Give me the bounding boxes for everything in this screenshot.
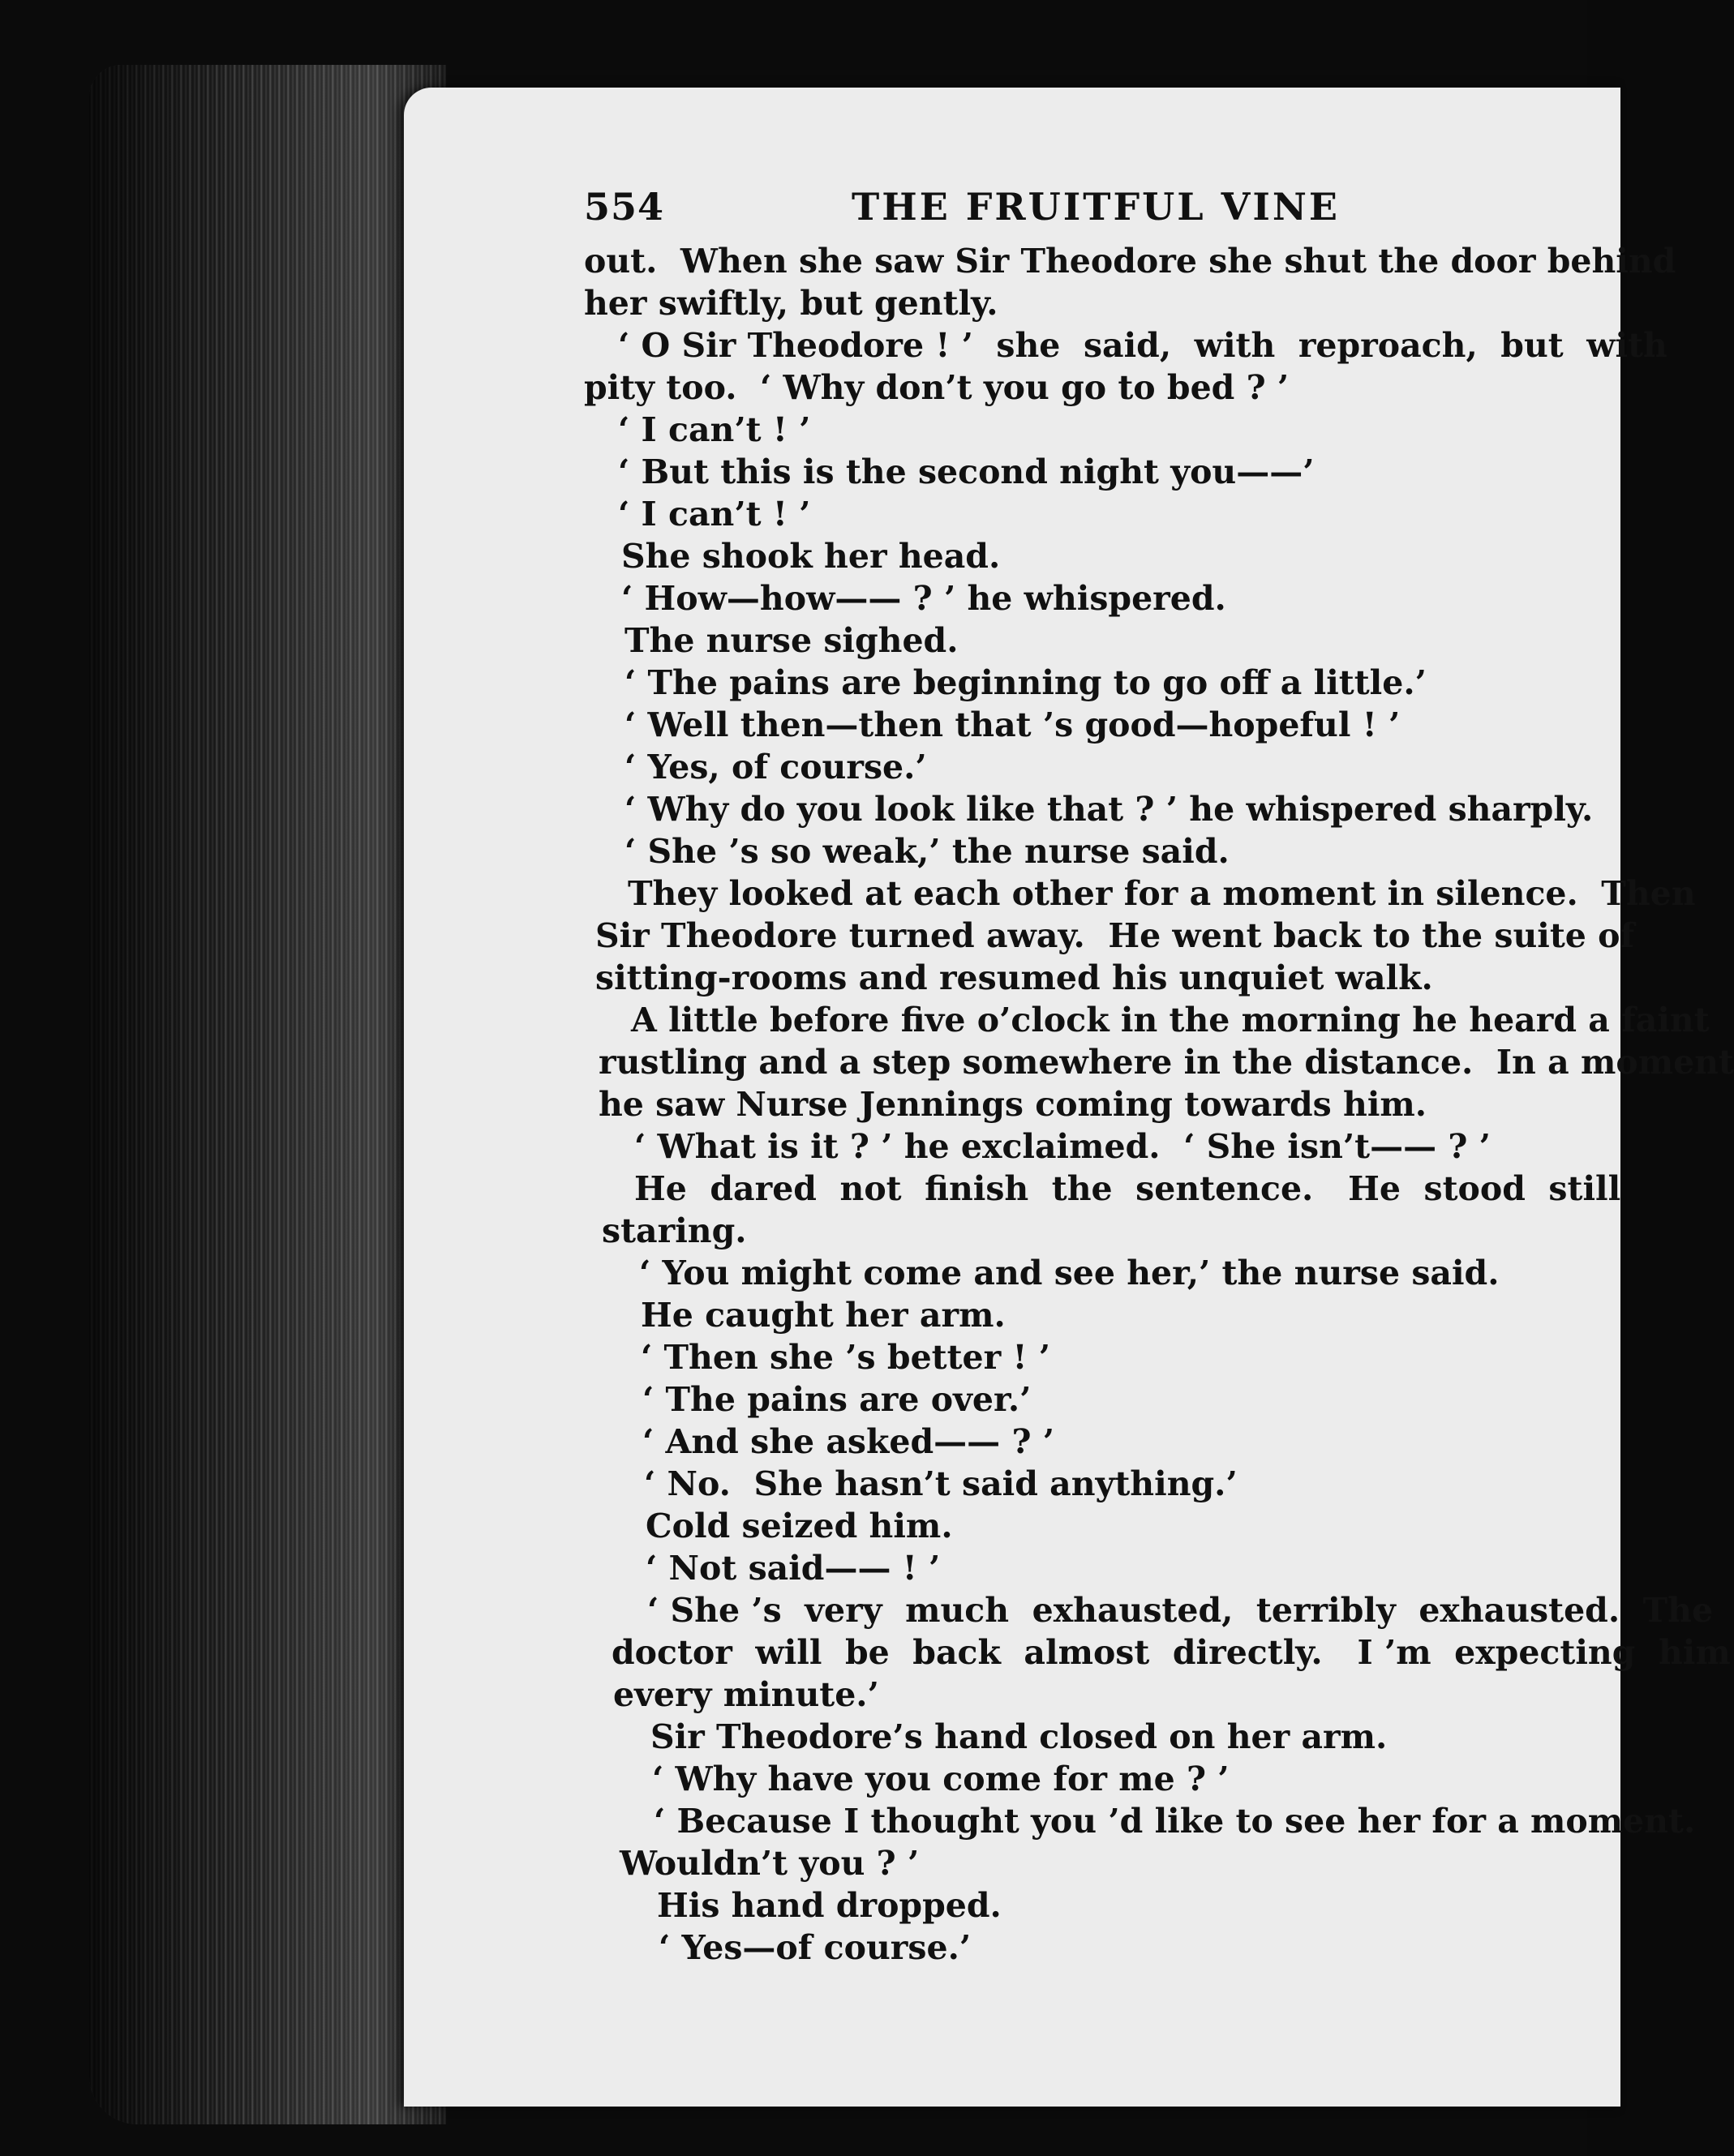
text-line: he saw Nurse Jennings coming towards him. — [599, 1085, 1427, 1124]
text-line: ‘ She ’s so weak,’ the nurse said. — [624, 832, 1230, 871]
text-line: They looked at each other for a moment in silence. Then — [628, 874, 1696, 913]
text-line: doctor will be back almost directly. I ’m expecting him — [612, 1633, 1731, 1672]
text-line: He caught her arm. — [641, 1296, 1006, 1335]
text-line: every minute.’ — [613, 1675, 879, 1714]
text-line: ‘ Yes, of course.’ — [624, 748, 927, 787]
text-line: Wouldn’t you ? ’ — [620, 1844, 920, 1883]
text-line: ‘ O Sir Theodore ! ’ she said, with reproach, but with — [618, 326, 1667, 365]
text-line: Cold seized him. — [646, 1507, 953, 1545]
text-line: The nurse sighed. — [624, 621, 959, 660]
text-line: ‘ You might come and see her,’ the nurse said. — [639, 1254, 1500, 1292]
text-line: rustling and a step somewhere in the distance. In a moment — [599, 1043, 1734, 1082]
running-title: THE FRUITFUL VINE — [852, 185, 1340, 229]
text-line: He dared not finish the sentence. He stood still — [634, 1169, 1621, 1208]
text-line: ‘ No. She hasn’t said anything.’ — [644, 1464, 1238, 1503]
text-line: sitting-rooms and resumed his unquiet walk. — [595, 958, 1433, 997]
text-line: ‘ Well then—then that ’s good—hopeful ! ’ — [624, 705, 1401, 744]
text-line: ‘ Yes—of course.’ — [659, 1928, 972, 1967]
text-line: ‘ And she asked—— ? ’ — [642, 1422, 1055, 1461]
text-line: ‘ Why have you come for me ? ’ — [652, 1760, 1230, 1798]
running-head — [584, 185, 1638, 234]
text-line: ‘ I can’t ! ’ — [618, 410, 811, 449]
text-line: ‘ How—how—— ? ’ he whispered. — [621, 579, 1226, 618]
text-line: A little before five o’clock in the morning he heard a faint — [631, 1001, 1710, 1039]
page-number: 554 — [584, 185, 665, 229]
text-line: pity too. ‘ Why don’t you go to bed ? ’ — [584, 368, 1290, 407]
text-line: ‘ Why do you look like that ? ’ he whispered sharply. — [624, 790, 1594, 829]
text-line: Sir Theodore’s hand closed on her arm. — [650, 1717, 1388, 1756]
text-line: ‘ But this is the second night you——’ — [618, 452, 1315, 491]
text-line: out. When she saw Sir Theodore she shut the door behind — [584, 242, 1676, 281]
book-page-edges — [89, 65, 446, 2124]
text-line: Sir Theodore turned away. He went back to the suite of — [595, 916, 1635, 955]
text-line: ‘ I can’t ! ’ — [618, 495, 811, 534]
text-line: ‘ She ’s very much exhausted, terribly exhausted. The — [647, 1591, 1714, 1630]
text-line: ‘ What is it ? ’ he exclaimed. ‘ She isn’t—— ? ’ — [634, 1127, 1491, 1166]
text-line: She shook her head. — [621, 537, 1001, 576]
text-line: ‘ The pains are over.’ — [642, 1380, 1032, 1419]
book-page — [404, 88, 1734, 2107]
text-line: staring. — [602, 1211, 747, 1250]
text-line: ‘ Not said—— ! ’ — [646, 1549, 941, 1588]
text-line: her swiftly, but gently. — [584, 284, 998, 323]
text-line: ‘ Then she ’s better ! ’ — [641, 1338, 1051, 1377]
text-line: His hand dropped. — [657, 1886, 1002, 1925]
text-line: ‘ Because I thought you ’d like to see her for a moment. — [654, 1802, 1696, 1841]
text-line: ‘ The pains are beginning to go off a little.’ — [624, 663, 1427, 702]
